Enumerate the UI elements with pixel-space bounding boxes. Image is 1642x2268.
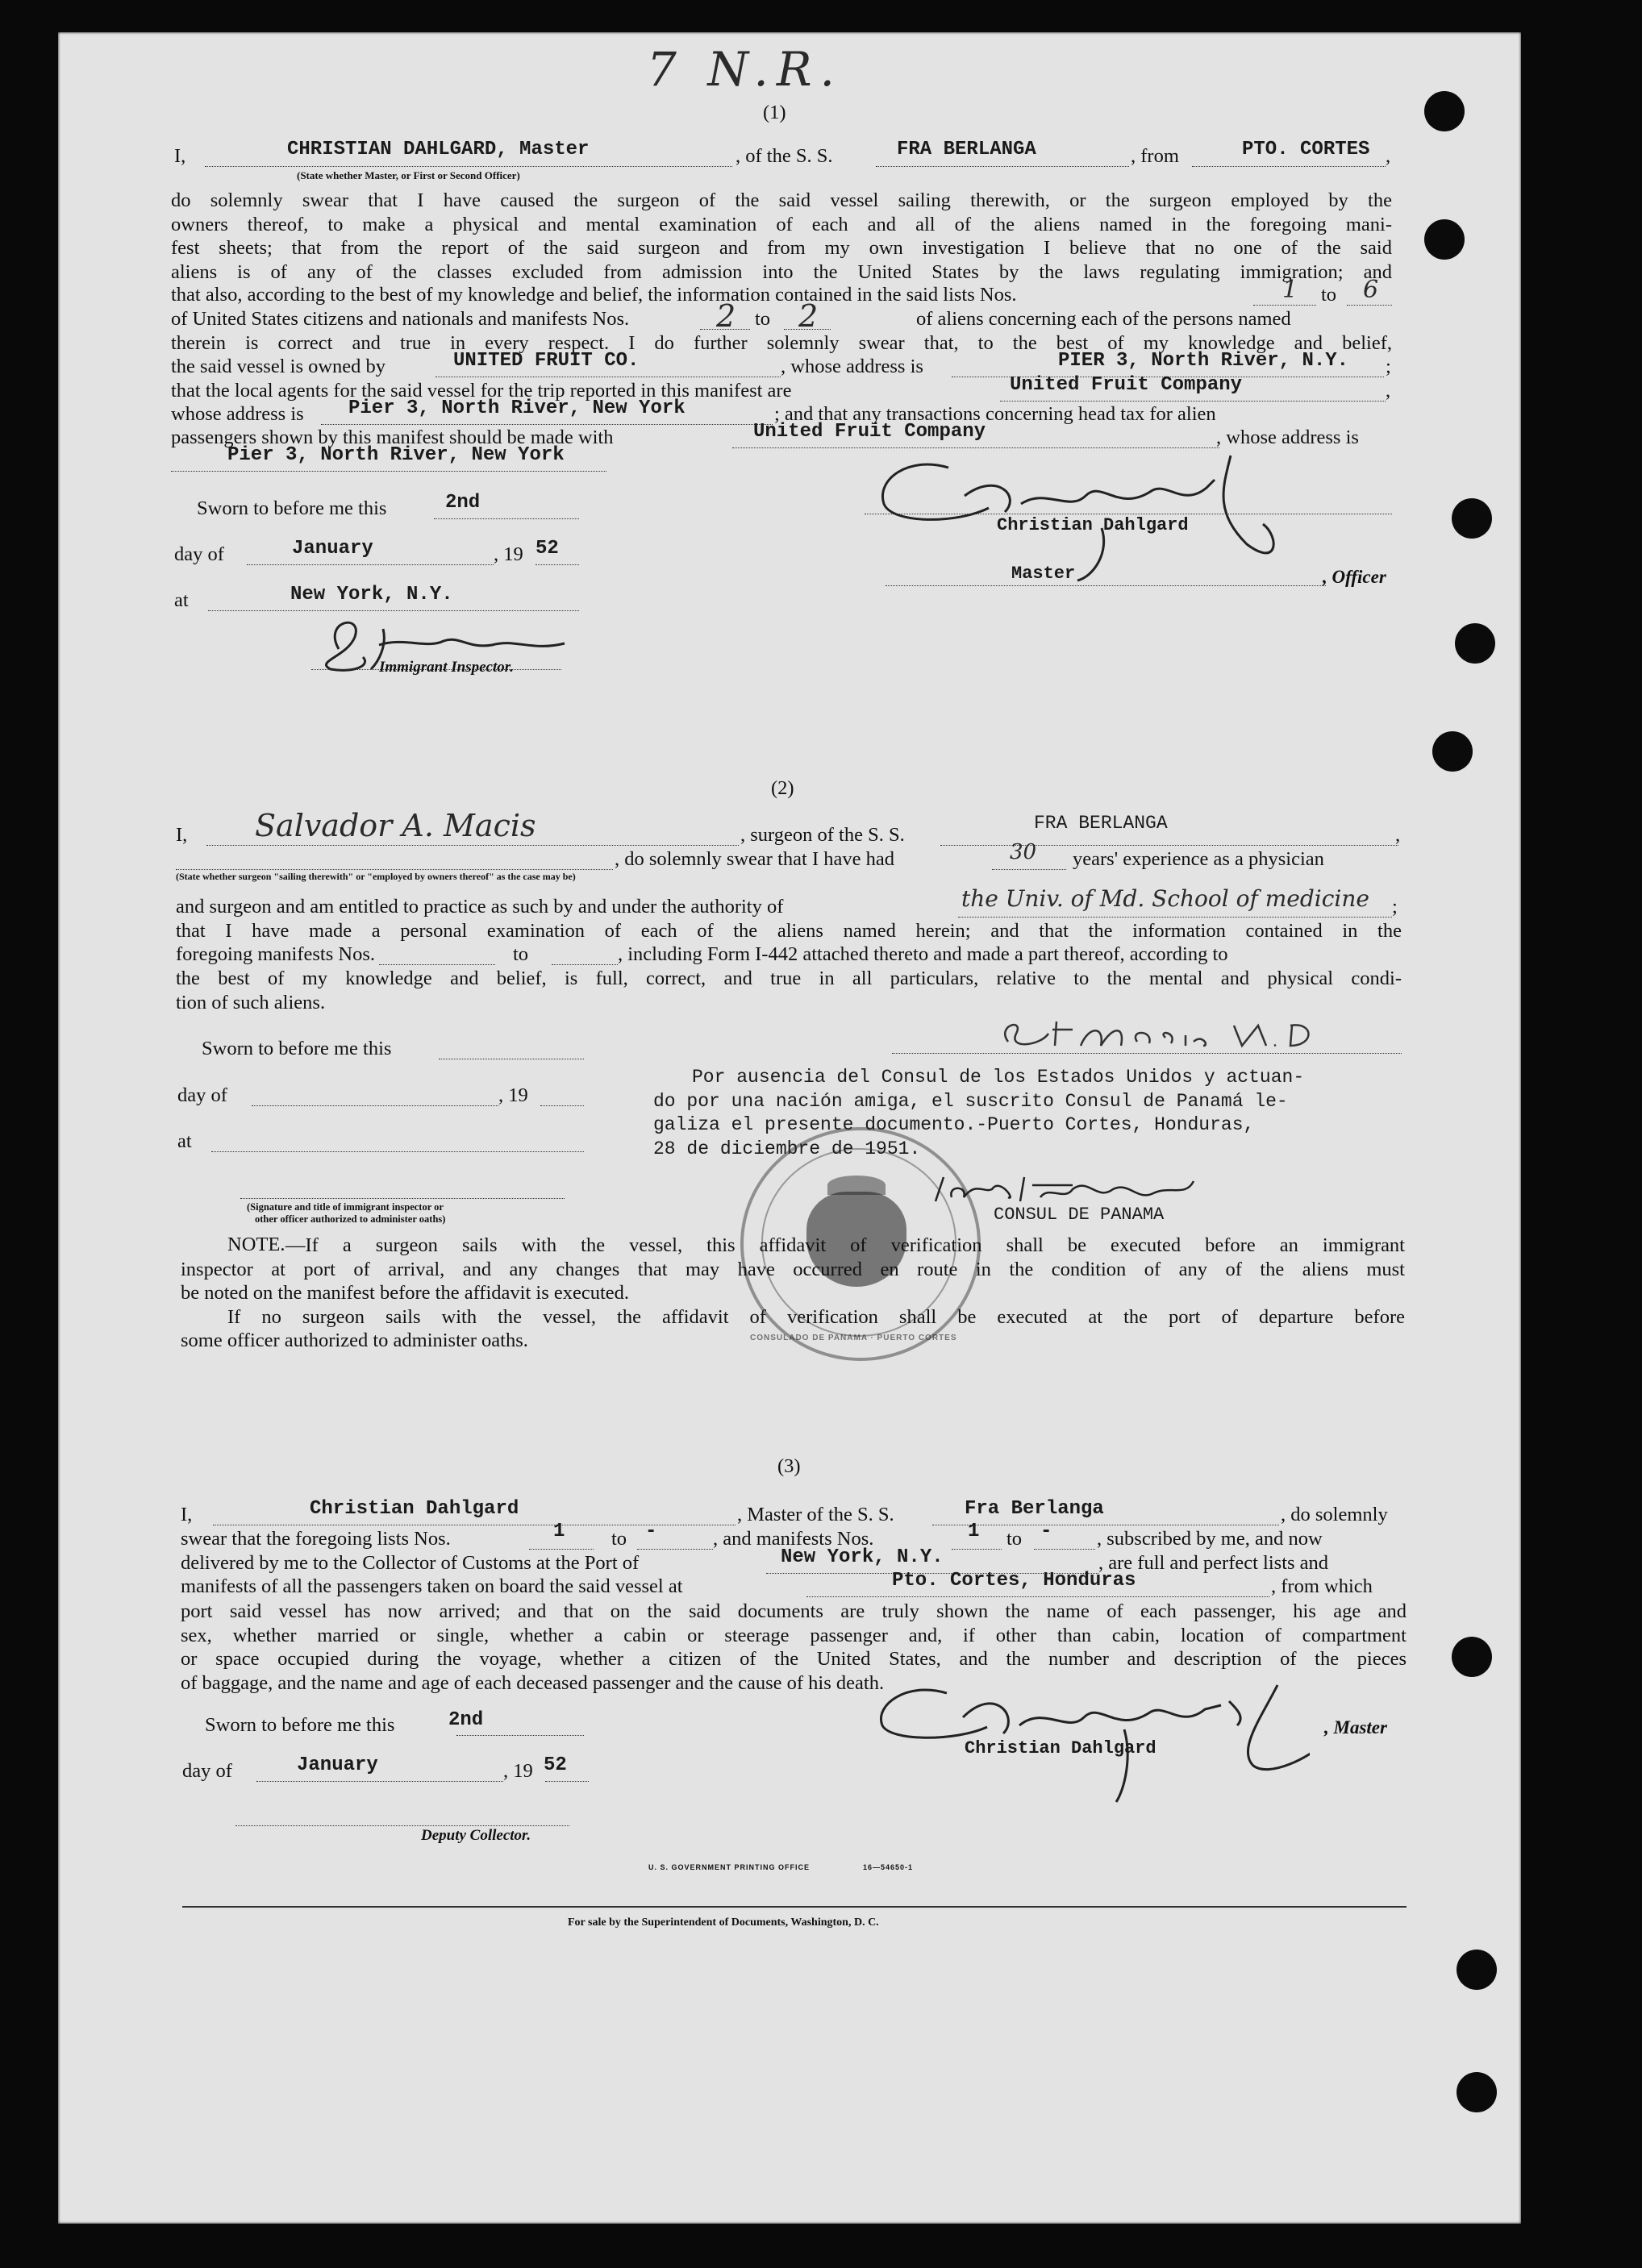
- section1-body: do solemnly swear that I have caused the surgeon of the said vessel sailing therewith, or the surgeon employed by the owners thereof, to make a physical and mental examination of each and all of the aliens named in the foregoing mani- fest sheets; that from the report of the said surgeon and from my own investigation I believe that no one of the said aliens is of any of the classes excluded from admission into the United States by the laws regulating immigration; and: [171, 189, 1392, 283]
- sworn-year: 52: [536, 538, 559, 560]
- surgeon-name: Salvador A. Macis: [255, 808, 536, 843]
- consul-legalization: Por ausencia del Consul de los Estados Unidos y actuan- do por una nación amiga, el suscrito Consul de Panamá le- galiza el presente documento.-Puerto Cortes, Honduras, 28 de diciembre de 1951.: [653, 1067, 1305, 1159]
- vessel-owner: UNITED FRUIT CO.: [453, 350, 640, 372]
- officer-name: Christian Dahlgard: [997, 515, 1189, 535]
- agents-address: Pier 3, North River, New York: [348, 397, 686, 419]
- vessel-name: FRA BERLANGA: [897, 139, 1036, 160]
- punch-hole: [1452, 498, 1492, 539]
- section-number: (2): [771, 777, 794, 799]
- years-experience: 30: [1010, 840, 1037, 864]
- sworn-month: January: [292, 538, 373, 560]
- master-name: CHRISTIAN DAHLGARD, Master: [287, 139, 590, 160]
- headtax-address: Pier 3, North River, New York: [227, 444, 565, 466]
- note-text: —If a surgeon sails with the vessel, this affidavit of verification shall be executed before an immigrant: [285, 1234, 1405, 1256]
- lists-from: 1: [1282, 276, 1298, 304]
- punch-hole: [1424, 91, 1465, 131]
- surgeon-caption: (State whether surgeon "sailing therewith" or "employed by owners thereof" as the case may be): [176, 871, 576, 882]
- note-label: NOTE.: [227, 1234, 285, 1255]
- lists-to: 6: [1363, 276, 1379, 304]
- header-mark: 7 N.R.: [647, 42, 843, 97]
- sworn-year-3: 52: [544, 1754, 567, 1776]
- punch-hole: [1457, 1950, 1497, 1990]
- headtax-agent: United Fruit Company: [753, 421, 986, 443]
- officer-rank: Master: [1011, 564, 1076, 584]
- punch-hole: [1457, 2072, 1497, 2112]
- arrival-port: New York, N.Y.: [781, 1546, 944, 1568]
- section-number: (1): [763, 102, 786, 123]
- section-number: (3): [777, 1455, 801, 1477]
- lists-from-3: 1: [553, 1521, 565, 1542]
- owner-address: PIER 3, North River, N.Y.: [1058, 350, 1349, 372]
- punch-hole: [1424, 219, 1465, 260]
- of-ss-label: , of the S. S.: [736, 145, 833, 167]
- inspector-caption: Immigrant Inspector.: [379, 659, 514, 676]
- sworn-place: New York, N.Y.: [290, 584, 453, 605]
- officer-name-3: Christian Dahlgard: [965, 1738, 1156, 1758]
- manifests-to: 2: [798, 298, 819, 334]
- printing-office: U. S. GOVERNMENT PRINTING OFFICE: [648, 1863, 811, 1871]
- manifests-to-3: -: [1040, 1521, 1052, 1542]
- consul-title: CONSUL DE PANAMA: [994, 1205, 1165, 1225]
- punch-hole: [1432, 731, 1473, 772]
- manifests-from-3: 1: [968, 1521, 980, 1542]
- lists-to-3: -: [645, 1521, 657, 1542]
- punch-hole: [1452, 1637, 1492, 1677]
- collector-caption: Deputy Collector.: [421, 1827, 531, 1844]
- punch-hole: [1455, 623, 1495, 664]
- boarding-port: Pto. Cortes, Honduras: [892, 1570, 1136, 1592]
- sworn-month-3: January: [297, 1754, 378, 1776]
- local-agents: United Fruit Company: [1010, 374, 1243, 396]
- seal-text: CONSULADO DE PANAMA · PUERTO CORTES: [750, 1334, 957, 1342]
- master-name-3: Christian Dahlgard: [310, 1498, 519, 1520]
- from-port: PTO. CORTES: [1242, 139, 1370, 160]
- vessel-name-3: Fra Berlanga: [965, 1498, 1104, 1520]
- sale-notice: For sale by the Superintendent of Documents, Washington, D. C.: [568, 1916, 879, 1929]
- intro-i: I,: [174, 145, 186, 167]
- manifests-from: 2: [716, 298, 736, 334]
- master-caption-3: , Master: [1324, 1717, 1387, 1737]
- form-number: 16—54650-1: [863, 1863, 914, 1871]
- sworn-day-3: 2nd: [448, 1709, 484, 1731]
- signature-caption: (Signature and title of immigrant inspector or: [247, 1201, 444, 1213]
- sworn-day: 2nd: [445, 492, 481, 514]
- surgeon-authority: the Univ. of Md. School of medicine: [961, 885, 1369, 912]
- master-signature-mark-3: [858, 1669, 1310, 1806]
- officer-caption: , Officer: [1323, 567, 1386, 587]
- surgeon-vessel: FRA BERLANGA: [1034, 813, 1168, 834]
- from-label: , from: [1131, 145, 1179, 167]
- master-caption: (State whether Master, or First or Second Officer): [297, 169, 520, 181]
